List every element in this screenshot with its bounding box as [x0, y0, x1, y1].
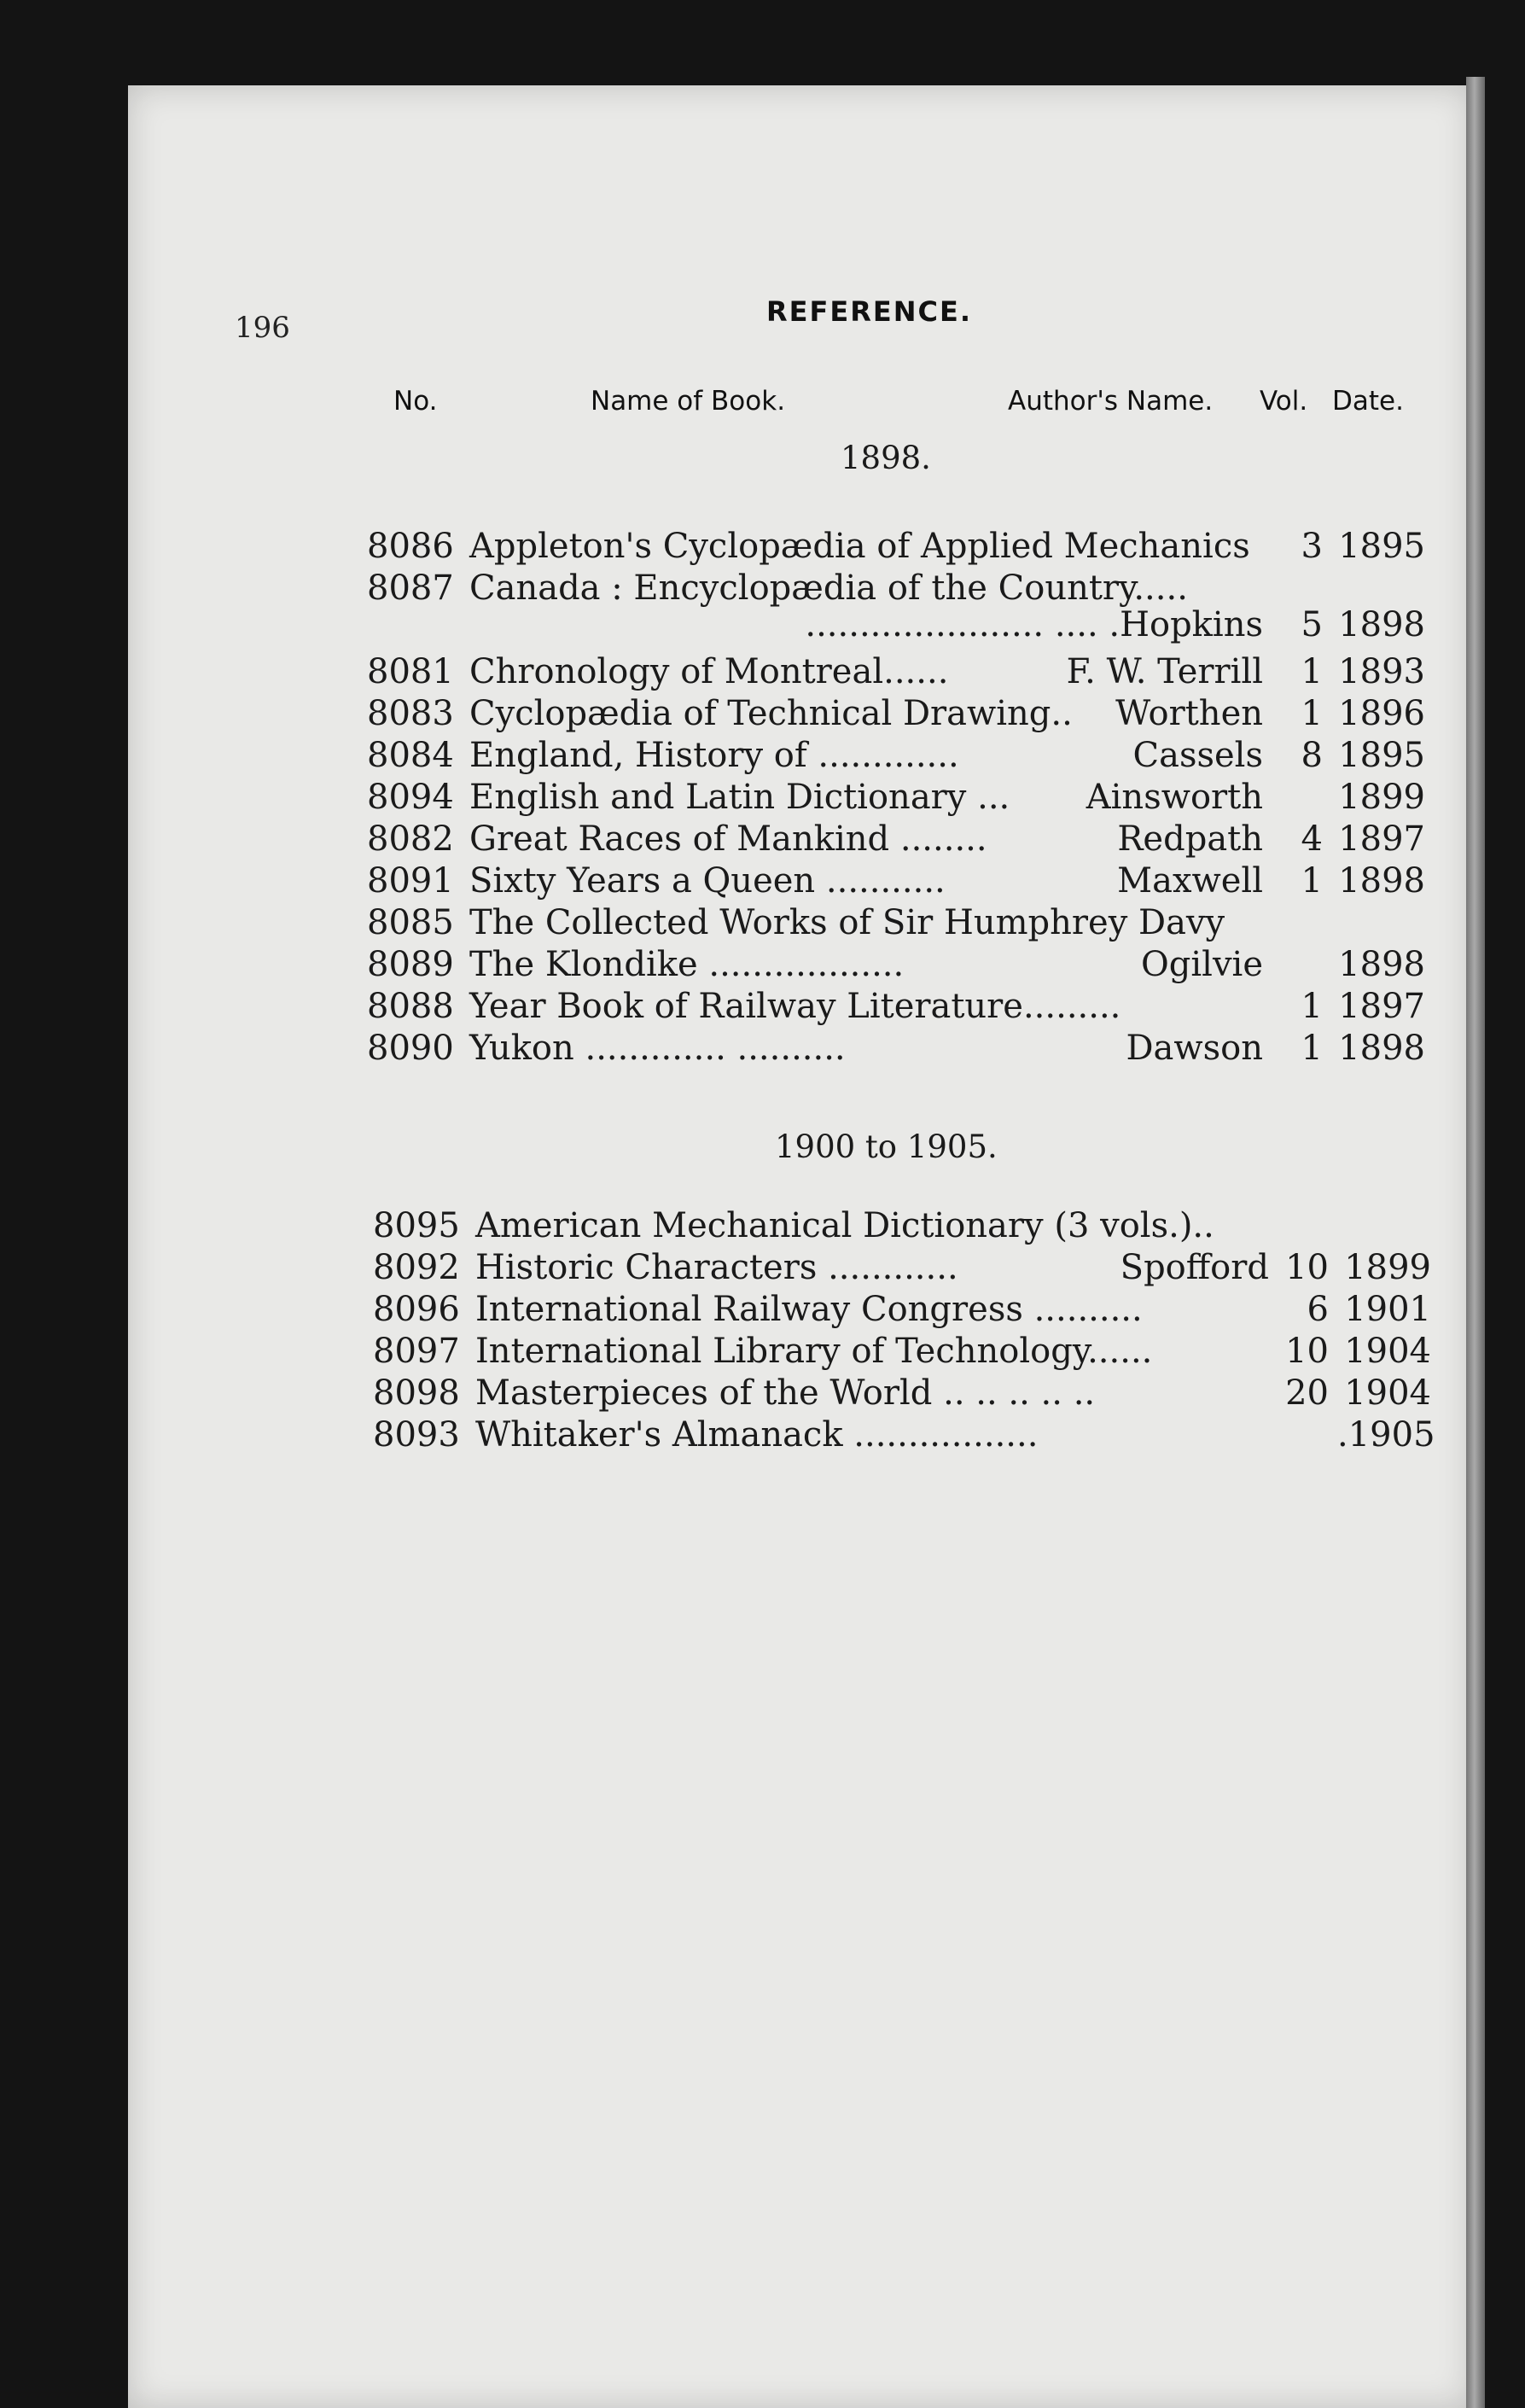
entry-title: Canada : Encyclopædia of the Country.....	[469, 568, 1188, 608]
entry-author: Redpath	[1117, 819, 1263, 859]
catalogue-entry	[373, 1372, 1431, 1414]
entry-date: 1904	[1344, 1332, 1431, 1371]
section-heading-1898: 1898.	[841, 440, 931, 476]
entry-author: Ogilvie	[1140, 945, 1263, 984]
page-number: 196	[235, 311, 290, 345]
catalogue-entry	[367, 525, 1425, 568]
entry-title: Chronology of Montreal......	[469, 652, 949, 691]
entry-author: Ainsworth	[1086, 778, 1263, 817]
entry-volume: 4	[1301, 819, 1323, 859]
entry-date: 1898	[1338, 605, 1425, 644]
catalogue-entry	[367, 650, 1425, 693]
column-header-no: No.	[393, 386, 438, 417]
section-heading-1900-1905: 1900 to 1905.	[775, 1128, 998, 1165]
catalogue-entry	[367, 818, 1425, 860]
entry-title: Whitaker's Almanack .................	[475, 1415, 1039, 1455]
entry-continuation	[512, 603, 1425, 646]
entry-volume: 1	[1301, 987, 1323, 1026]
catalogue-entry	[367, 734, 1425, 777]
entry-title: Sixty Years a Queen ...........	[469, 861, 946, 901]
catalogue-entry	[367, 692, 1425, 735]
catalogue-entry	[367, 776, 1425, 819]
entry-number: 8090	[367, 1029, 454, 1068]
entry-volume: 1	[1301, 861, 1323, 901]
entry-date: 1895	[1338, 736, 1425, 775]
entry-number: 8082	[367, 819, 454, 859]
column-header-author: Author's Name.	[1008, 386, 1214, 417]
entry-volume: 20	[1285, 1373, 1329, 1413]
entry-volume: 1	[1301, 1029, 1323, 1068]
entry-title: English and Latin Dictionary ...	[469, 778, 1010, 817]
entry-title: England, History of .............	[469, 736, 959, 775]
catalogue-entry	[373, 1330, 1431, 1373]
entry-number: 8092	[373, 1248, 460, 1287]
entry-author: F. W. Terrill	[1066, 652, 1263, 691]
entry-title: Yukon ............. ..........	[469, 1029, 846, 1068]
entry-date: .1905	[1337, 1415, 1435, 1455]
entry-number: 8083	[367, 694, 454, 733]
entry-volume: 5	[1301, 605, 1323, 644]
entry-volume: 8	[1301, 736, 1323, 775]
entry-author: Dawson	[1126, 1029, 1263, 1068]
catalogue-entry	[367, 985, 1425, 1028]
entry-number: 8096	[373, 1290, 460, 1329]
catalogue-entry	[367, 901, 1425, 944]
entry-date: 1904	[1344, 1373, 1431, 1413]
entry-number: 8081	[367, 652, 454, 691]
entry-title: Cyclopædia of Technical Drawing..	[469, 694, 1073, 733]
entry-date: 1896	[1338, 694, 1425, 733]
entry-volume: 6	[1307, 1290, 1329, 1329]
catalogue-entry	[367, 860, 1425, 902]
page-edge	[1466, 77, 1485, 2408]
entry-number: 8087	[367, 568, 454, 608]
entry-title: Historic Characters ............	[475, 1248, 958, 1287]
entry-title: International Library of Technology......	[475, 1332, 1153, 1371]
entry-date: 1897	[1338, 819, 1425, 859]
entry-volume: 10	[1285, 1332, 1329, 1371]
entry-author: Cassels	[1132, 736, 1263, 775]
entry-title: Year Book of Railway Literature.........	[469, 987, 1121, 1026]
entry-author: ...................... .... .Hopkins	[805, 605, 1263, 644]
entry-date: 1898	[1338, 861, 1425, 901]
entry-title: Great Races of Mankind ........	[469, 819, 987, 859]
entry-number: 8094	[367, 778, 454, 817]
entry-title: The Klondike ..................	[469, 945, 905, 984]
catalogue-entry	[373, 1414, 1435, 1456]
catalogue-entry	[367, 1027, 1425, 1070]
entry-volume: 10	[1285, 1248, 1329, 1287]
entry-volume: 3	[1301, 527, 1323, 566]
entry-date: 1901	[1344, 1290, 1431, 1329]
column-header-vol: Vol.	[1260, 386, 1308, 417]
entry-volume: 1	[1301, 694, 1323, 733]
catalogue-entry	[367, 943, 1425, 986]
catalogue-entry	[373, 1288, 1431, 1331]
entry-volume: 1	[1301, 652, 1323, 691]
entry-title: Appleton's Cyclopædia of Applied Mechanics	[469, 527, 1250, 566]
entry-date: 1899	[1338, 778, 1425, 817]
entry-number: 8093	[373, 1415, 460, 1455]
entry-number: 8088	[367, 987, 454, 1026]
entry-date: 1899	[1344, 1248, 1431, 1287]
entry-author: Spofford	[1120, 1248, 1269, 1287]
entry-number: 8091	[367, 861, 454, 901]
entry-date: 1897	[1338, 987, 1425, 1026]
entry-number: 8097	[373, 1332, 460, 1371]
column-header-book: Name of Book.	[591, 386, 786, 417]
entry-title: American Mechanical Dictionary (3 vols.)..	[475, 1206, 1214, 1245]
entry-title: Masterpieces of the World .. .. .. .. ..	[475, 1373, 1096, 1413]
entry-date: 1893	[1338, 652, 1425, 691]
entry-number: 8086	[367, 527, 454, 566]
entry-number: 8089	[367, 945, 454, 984]
entry-number: 8098	[373, 1373, 460, 1413]
entry-date: 1895	[1338, 527, 1425, 566]
entry-title: The Collected Works of Sir Humphrey Davy	[469, 903, 1225, 942]
entry-author: Worthen	[1115, 694, 1263, 733]
entry-number: 8084	[367, 736, 454, 775]
entry-author: Maxwell	[1117, 861, 1263, 901]
entry-title: International Railway Congress ..........	[475, 1290, 1143, 1329]
entry-number: 8085	[367, 903, 454, 942]
catalogue-entry	[373, 1204, 1431, 1247]
column-header-date: Date.	[1332, 386, 1404, 417]
entry-date: 1898	[1338, 945, 1425, 984]
running-head: REFERENCE.	[766, 295, 972, 328]
catalogue-entry	[373, 1246, 1431, 1289]
entry-date: 1898	[1338, 1029, 1425, 1068]
entry-number: 8095	[373, 1206, 460, 1245]
